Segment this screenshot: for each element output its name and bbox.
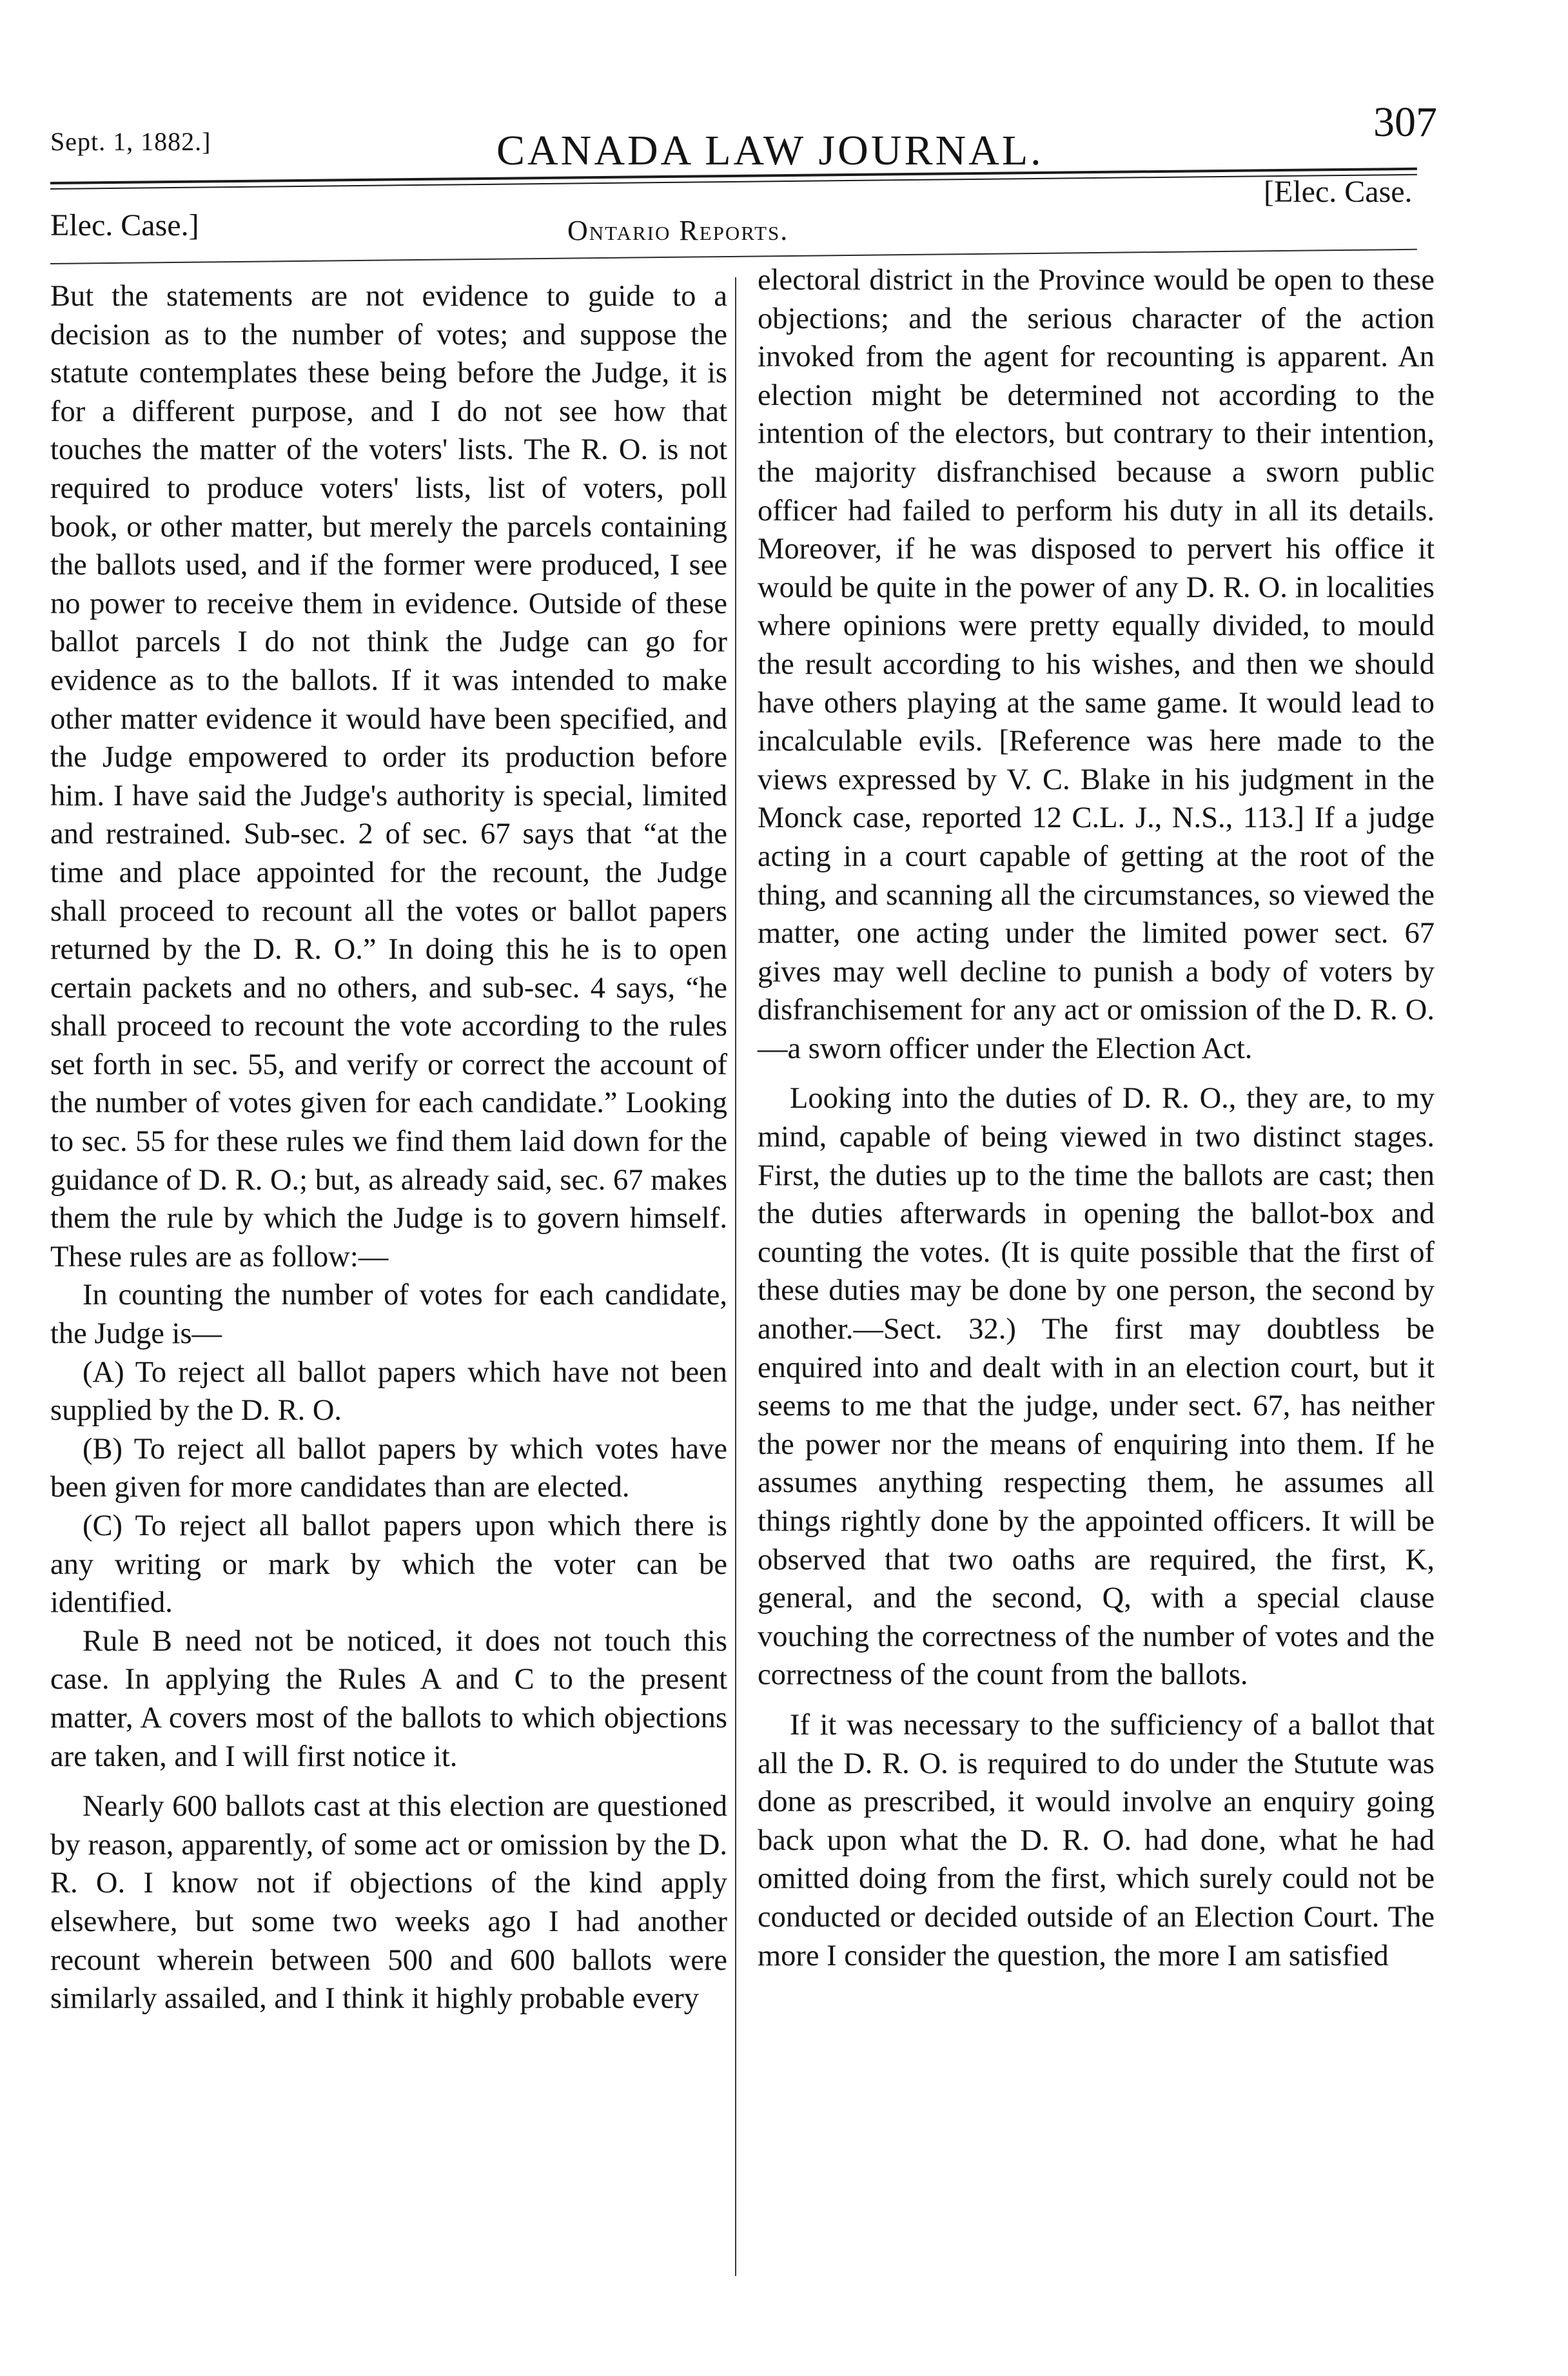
right-column bbox=[758, 261, 1435, 1975]
paragraph: electoral district in the Province would be open to these objections; and the serious character of the action invoked from the agent for recounting is apparent. An election might be determined not according to the intention of the electors, but contrary to their intention, the majority disfranchised because a sworn public officer had failed to perform his duty in all its details. Moreover, if he was disposed to pervert his office it would be quite in the power of any D. R. O. in localities where opinions were pretty equally divided, to mould the result according to his wishes, and then we should have others playing at the same game. It would lead to incalculable evils. [Reference was here made to the views expressed by V. C. Blake in his judgment in the Monck case, reported 12 C.L. J., N.S., 113.] If a judge acting in a court capable of getting at the root of the thing, and scanning all the circumstances, so viewed the matter, one acting under the limited power sect. 67 gives may well decline to punish a body of voters by disfranchisement for any act or omission of the D. R. O.—a sworn officer under the Election Act. bbox=[758, 264, 1435, 1065]
column-divider bbox=[735, 277, 736, 2276]
rule-item-c: (C) To reject all ballot papers upon which there is any writing or mark by which the voter can be identified. bbox=[50, 1509, 727, 1620]
paragraph: Rule B need not be noticed, it does not touch this case. In applying the Rules A and C to the present matter, A covers most of the ballots to which objections are taken, and I will first notice it. bbox=[50, 1624, 727, 1773]
rule-item-b: (B) To reject all ballot papers by which votes have been given for more candidates than are elected. bbox=[50, 1432, 727, 1504]
subheader-case-right: [Elec. Case. bbox=[1264, 175, 1413, 209]
rule-item-a: (A) To reject all ballot papers which have not been supplied by the D. R. O. bbox=[50, 1355, 727, 1428]
subheader-section-title: Ontario Reports. bbox=[567, 215, 789, 246]
left-column bbox=[50, 277, 727, 2018]
journal-title: CANADA LAW JOURNAL. bbox=[496, 127, 1044, 174]
page-number: 307 bbox=[1373, 99, 1437, 146]
paragraph: But the statements are not evidence to guide to a decision as to the number of votes; and suppose the statute contemplates these being before the Judge, it is for a different purpose, and I do not see how that touches the matter of the voters' lists. The R. O. is not required to produce voters' lists, list of voters, poll book, or other matter, but merely the parcels containing the ballots used, and if the former were produced, I see no power to receive them in evidence. Outside of these ballot parcels I do not think the Judge can go for evidence as to the ballots. If it was intended to make other matter evidence it would have been specified, and the Judge empowered to order its production before him. I have said the Judge's authority is special, limited and restrained. Sub-sec. 2 of sec. 67 says that “at the time and place appointed for the recount, the Judge shall proceed to recount all the votes or ballot papers returned by the D. R. O.” In doing this he is to open certain packets and no others, and sub-sec. 4 says, “he shall proceed to recount the vote according to the rules set forth in sec. 55, and verify or correct the account of the number of votes given for each candidate.” Looking to sec. 55 for these rules we find them laid down for the guidance of D. R. O.; but, as already said, sec. 67 makes them the rule by which the Judge is to govern himself. These rules are as follow:— bbox=[50, 280, 727, 1273]
header-date: Sept. 1, 1882.] bbox=[50, 127, 211, 156]
paragraph: If it was necessary to the sufficiency of a ballot that all the D. R. O. is required to do under the Stutute was done as prescribed, it would involve an enquiry going back upon what the D. R. O. had done, what he had omitted doing from the first, which surely could not be conducted or decided outside of an Election Court. The more I consider the question, the more I am satisfied bbox=[758, 1708, 1435, 1972]
paragraph: In counting the number of votes for each candidate, the Judge is— bbox=[50, 1279, 727, 1351]
paragraph: Nearly 600 ballots cast at this election are questioned by reason, apparently, of some act or omission by the D. R. O. I know not if objections of the kind apply elsewhere, but some two weeks ago I had another recount wherein between 500 and 600 ballots were similarly assailed, and I think it highly probable every bbox=[50, 1790, 727, 2016]
paragraph: Looking into the duties of D. R. O., they are, to my mind, capable of being viewed in two distinct stages. First, the duties up to the time the ballots are cast; then the duties afterwards in opening the ballot-box and counting the votes. (It is quite possible that the first of these duties may be done by one person, the second by another.—Sect. 32.) The first may doubtless be enquired into and dealt with in an election court, but it seems to me that the judge, under sect. 67, has neither the power nor the means of enquiring into them. If he assumes anything respecting them, he assumes all things rightly done by the appointed officers. It will be observed that two oaths are required, the first, K, general, and the second, Q, with a special clause vouching the correctness of the number of votes and the correctness of the count from the ballots. bbox=[758, 1082, 1435, 1692]
subheader-case-left: Elec. Case.] bbox=[50, 208, 199, 242]
